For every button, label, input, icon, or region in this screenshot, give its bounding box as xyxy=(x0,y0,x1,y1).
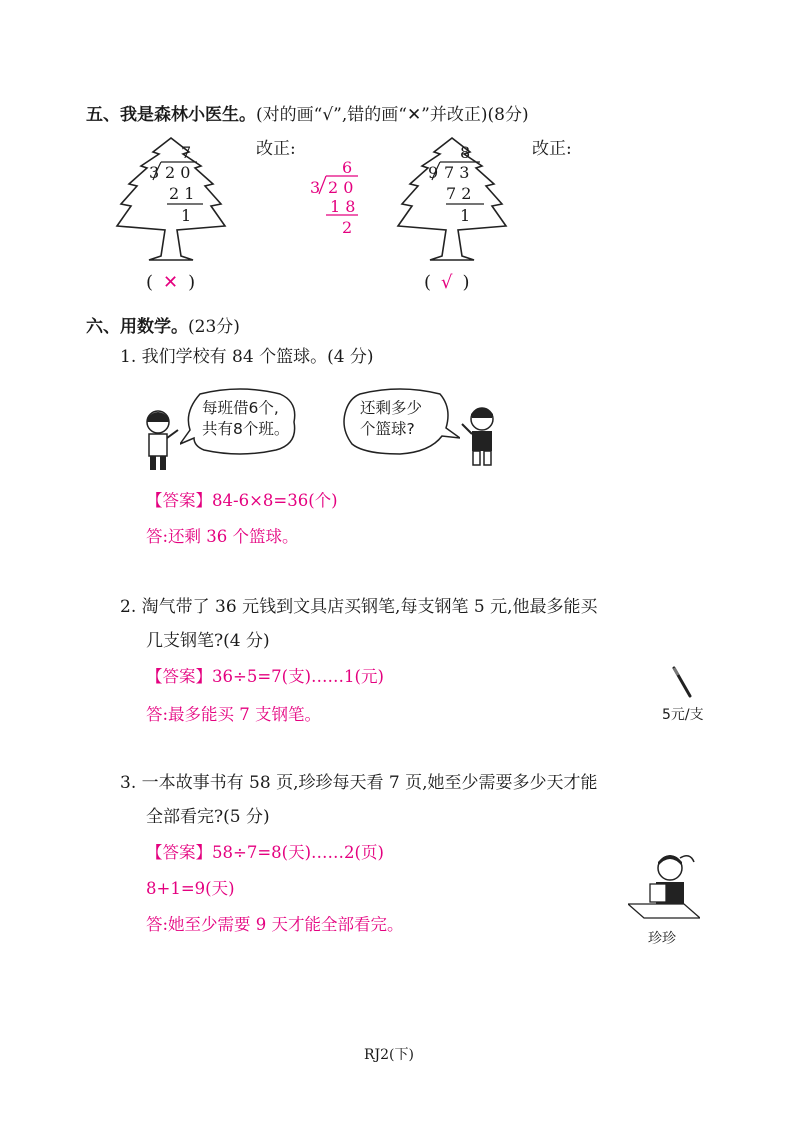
q3-line-1: 3. 一本故事书有 58 页,珍珍每天看 7 页,她至少需要多少天才能 xyxy=(120,773,598,793)
fix-1 xyxy=(308,158,368,238)
tree-2 xyxy=(398,138,506,263)
correct-label-1: 改正: xyxy=(256,139,296,159)
tree2-dividend: 7 3 xyxy=(444,163,470,182)
section6-heading xyxy=(86,312,240,337)
bubble-right-text xyxy=(360,398,422,440)
page-footer: RJ2(下) xyxy=(364,1047,414,1063)
section5-title: 五、我是森林小医生。 xyxy=(86,105,256,125)
q2-reply: 答:最多能买 7 支钢笔。 xyxy=(146,705,322,724)
q1-text: 1. 我们学校有 84 个篮球。(4 分) xyxy=(120,347,374,367)
q3-line-2: 全部看完?(5 分) xyxy=(146,807,270,827)
tree1-mark: ✕ xyxy=(163,272,179,293)
tree1-dividend: 2 0 xyxy=(165,163,191,182)
bubble-left-text xyxy=(202,398,289,440)
tree2-quotient: 8 xyxy=(460,143,471,162)
fix1-divisor: 3 xyxy=(310,178,321,197)
q3-reply: 答:她至少需要 9 天才能全部看完。 xyxy=(146,915,404,934)
section5-heading xyxy=(86,100,529,125)
q3-calc: 8+1=9(天) xyxy=(146,879,235,898)
pen-price: 5元/支 xyxy=(662,707,704,723)
tree1-divisor: 3 xyxy=(149,163,160,182)
q1-answer: 【答案】84-6×8=36(个) xyxy=(146,491,338,510)
q2-answer: 【答案】36÷5=7(支)……1(元) xyxy=(146,667,384,686)
q2-line-1: 2. 淘气带了 36 元钱到文具店买钢笔,每支钢笔 5 元,他最多能买 xyxy=(120,597,598,617)
girl-name: 珍珍 xyxy=(648,931,676,947)
tree2-divisor: 9 xyxy=(428,163,439,182)
pen-icon xyxy=(670,666,694,700)
bubble-left-line-2: 共有8个班。 xyxy=(202,420,290,438)
tree2-remainder: 1 xyxy=(460,206,471,225)
q2-line-2: 几支钢笔?(4 分) xyxy=(146,631,270,651)
q3-answer: 【答案】58÷7=8(天)……2(页) xyxy=(146,843,384,862)
fix1-remainder: 2 xyxy=(342,218,353,237)
section6-title: 六、用数学。 xyxy=(86,317,188,337)
q1-reply: 答:还剩 36 个篮球。 xyxy=(146,527,299,546)
fix1-dividend: 2 0 xyxy=(328,178,354,197)
tree2-product: 7 2 xyxy=(446,184,472,203)
tree1-mark-box: ( ✕ ) xyxy=(146,272,196,293)
correct-label-2: 改正: xyxy=(532,139,572,159)
tree1-quotient: 7 xyxy=(181,143,192,162)
fix1-quotient: 6 xyxy=(342,158,353,177)
girl-figure-icon xyxy=(138,408,182,472)
tree1-product: 2 1 xyxy=(169,184,195,203)
boy-figure-icon xyxy=(458,406,502,468)
tree-1 xyxy=(117,138,225,263)
section6-points: (23分) xyxy=(188,317,240,337)
section5-instruction: (对的画“√”,错的画“✕”并改正)(8分) xyxy=(256,105,529,125)
bubble-right-line-2: 个篮球? xyxy=(360,420,415,438)
girl-reading-icon xyxy=(628,852,700,922)
bubble-left-line-1: 每班借6个, xyxy=(202,399,279,417)
fix1-product: 1 8 xyxy=(330,197,356,216)
tree2-mark: √ xyxy=(441,272,453,293)
tree1-remainder: 1 xyxy=(181,206,192,225)
bubble-right-line-1: 还剩多少 xyxy=(360,399,423,417)
tree2-mark-box: ( √ ) xyxy=(424,272,470,293)
